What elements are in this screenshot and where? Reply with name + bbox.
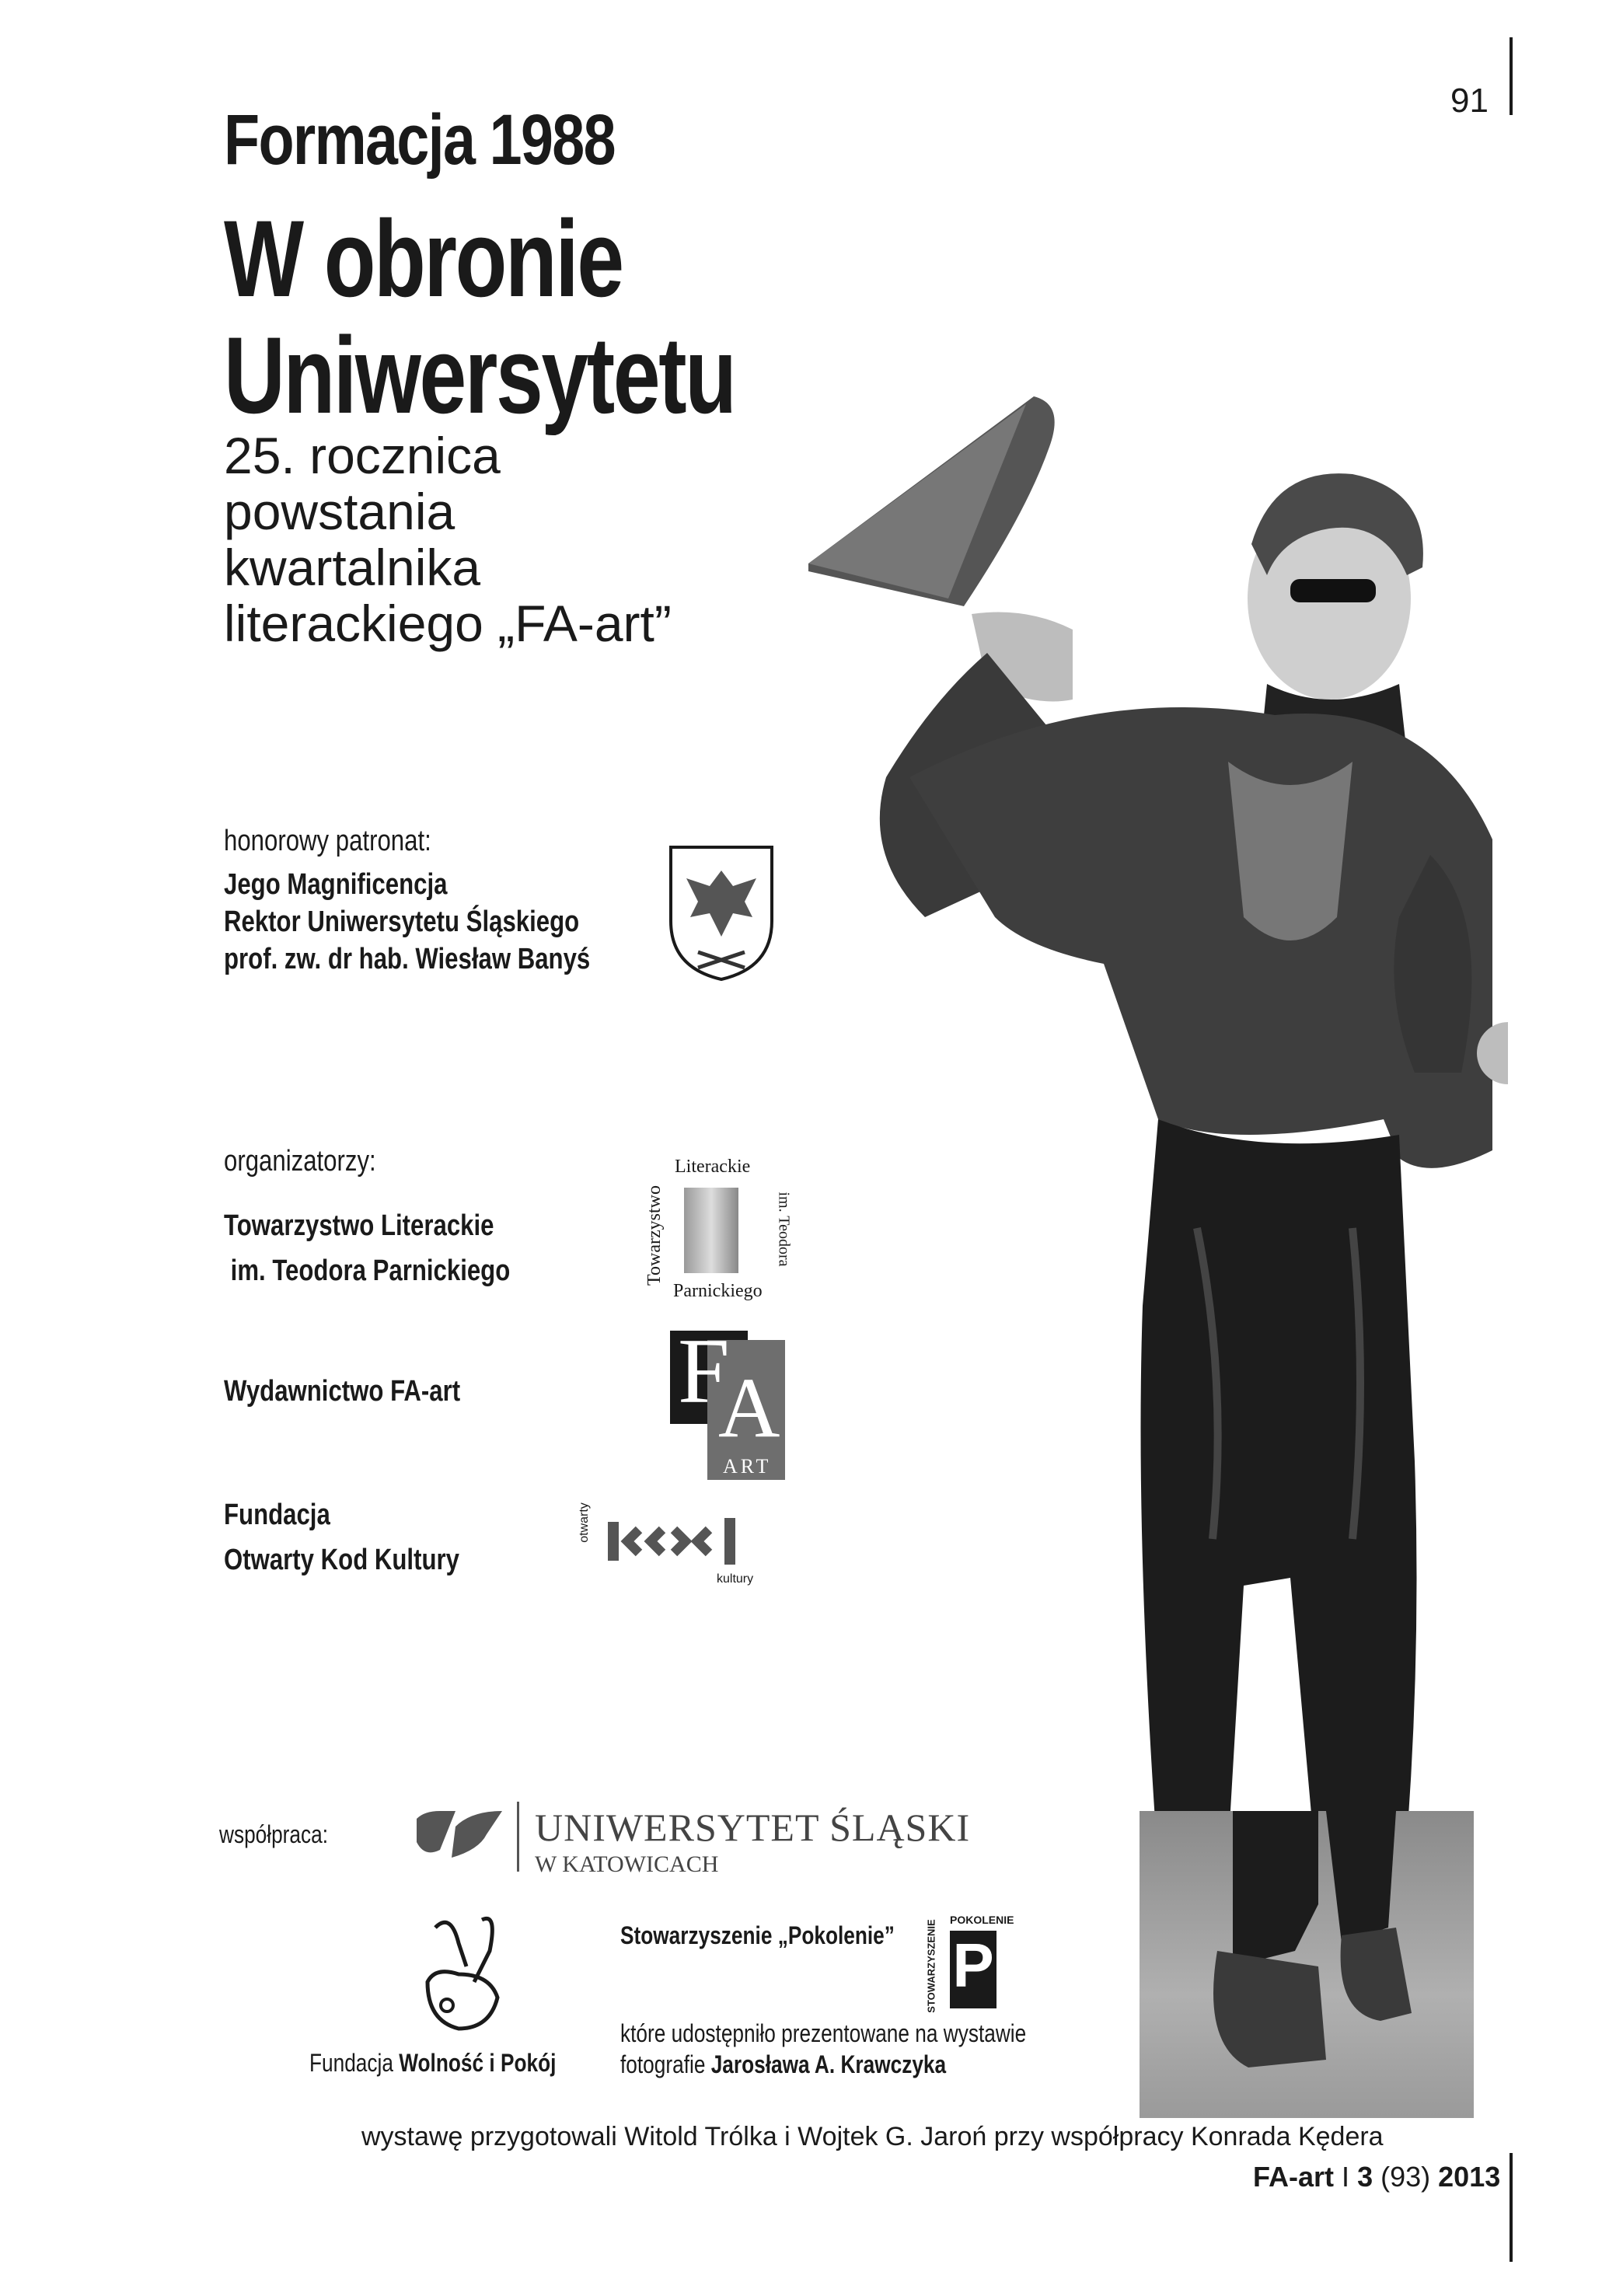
subtitle-line: literackiego „FA-art” <box>224 595 672 652</box>
university-eagle-crest-icon <box>667 843 776 983</box>
us-name: UNIWERSYTET ŚLĄSKI <box>535 1806 971 1849</box>
title-line-3: Uniwersytetu <box>224 314 735 436</box>
pokolenie-logo-letter: P <box>950 1931 996 2008</box>
pokolenie-desc-1: które udostępniło prezentowane na wystawie <box>620 2019 1027 2047</box>
hand-peace-icon <box>412 1912 529 2036</box>
page-number: 91 <box>1450 82 1489 120</box>
bottom-rule <box>1510 2153 1513 2262</box>
pokolenie-logo <box>925 1914 1014 2015</box>
pokolenie-desc-2: fotografie Jarosława A. Krawczyka <box>620 2050 947 2078</box>
tl-line: im. Teodora Parnickiego <box>224 1254 511 1287</box>
issue-paren: (93) <box>1380 2161 1431 2193</box>
okk-line: Fundacja <box>224 1499 330 1531</box>
us-divider <box>517 1802 519 1872</box>
subtitle-line: kwartalnika <box>224 539 481 596</box>
tl-name <box>224 1203 510 1293</box>
tl-logo-top: Literackie <box>675 1157 751 1177</box>
wip-name: Fundacja Wolność i Pokój <box>309 2049 557 2077</box>
boots-photo-graphic <box>1140 1811 1474 2118</box>
issue-sep: I <box>1342 2161 1350 2193</box>
issue-mag: FA-art <box>1253 2161 1335 2193</box>
okk-logo <box>577 1491 787 1600</box>
title-line-1: Formacja 1988 <box>224 100 615 180</box>
credits: wystawę przygotowali Witold Trólka i Wojtek G. Jaroń przy współpracy Konrada Kędera <box>361 2122 1384 2151</box>
tl-logo-bottom: Parnickiego <box>673 1281 763 1301</box>
subtitle-line: 25. rocznica <box>224 427 501 484</box>
okk-line: Otwarty Kod Kultury <box>224 1544 459 1576</box>
pokolenie-name: Stowarzyszenie „Pokolenie” <box>620 1921 895 1949</box>
tl-line: Towarzystwo Literackie <box>224 1209 494 1242</box>
issue-info <box>1253 2161 1500 2193</box>
fa-name: Wydawnictwo FA-art <box>224 1375 461 1408</box>
okk-name <box>224 1492 459 1582</box>
okk-code-icon <box>608 1514 748 1576</box>
column-icon <box>684 1188 738 1273</box>
cooperation-label: współpraca: <box>219 1820 329 1848</box>
issue-year: 2013 <box>1438 2161 1501 2193</box>
title-line-2: W obronie <box>224 197 623 319</box>
us-logo-icon <box>409 1803 510 1865</box>
patronage-block <box>224 866 590 978</box>
fa-logo-a: A <box>718 1360 780 1455</box>
subtitle <box>224 427 672 651</box>
issue-number: 3 <box>1357 2161 1373 2193</box>
pokolenie-logo-top: POKOLENIE <box>950 1914 1014 1926</box>
title-main <box>224 197 735 436</box>
us-sub: W KATOWICACH <box>535 1851 719 1877</box>
boots-photo <box>1140 1811 1474 2118</box>
subtitle-line: powstania <box>224 483 455 540</box>
patronage-label: honorowy patronat: <box>224 825 431 857</box>
fa-art-logo <box>670 1319 785 1480</box>
organizers-label: organizatorzy: <box>224 1145 376 1178</box>
tl-logo-right: im. Teodora <box>775 1192 793 1267</box>
patronage-line: Jego Magnificencja <box>224 868 448 901</box>
okk-logo-top: otwarty <box>577 1502 591 1543</box>
fa-logo-art: ART <box>723 1455 772 1478</box>
patronage-line: prof. zw. dr hab. Wiesław Banyś <box>224 943 591 975</box>
tl-logo <box>644 1157 793 1304</box>
tl-logo-left: Towarzystwo <box>644 1185 665 1286</box>
pokolenie-logo-side: STOWARZYSZENIE <box>925 1919 937 2013</box>
patronage-line: Rektor Uniwersytetu Śląskiego <box>224 905 580 938</box>
top-rule <box>1510 37 1513 115</box>
okk-logo-bottom: kultury <box>717 1572 754 1586</box>
fa-logo-f: F <box>678 1319 730 1422</box>
